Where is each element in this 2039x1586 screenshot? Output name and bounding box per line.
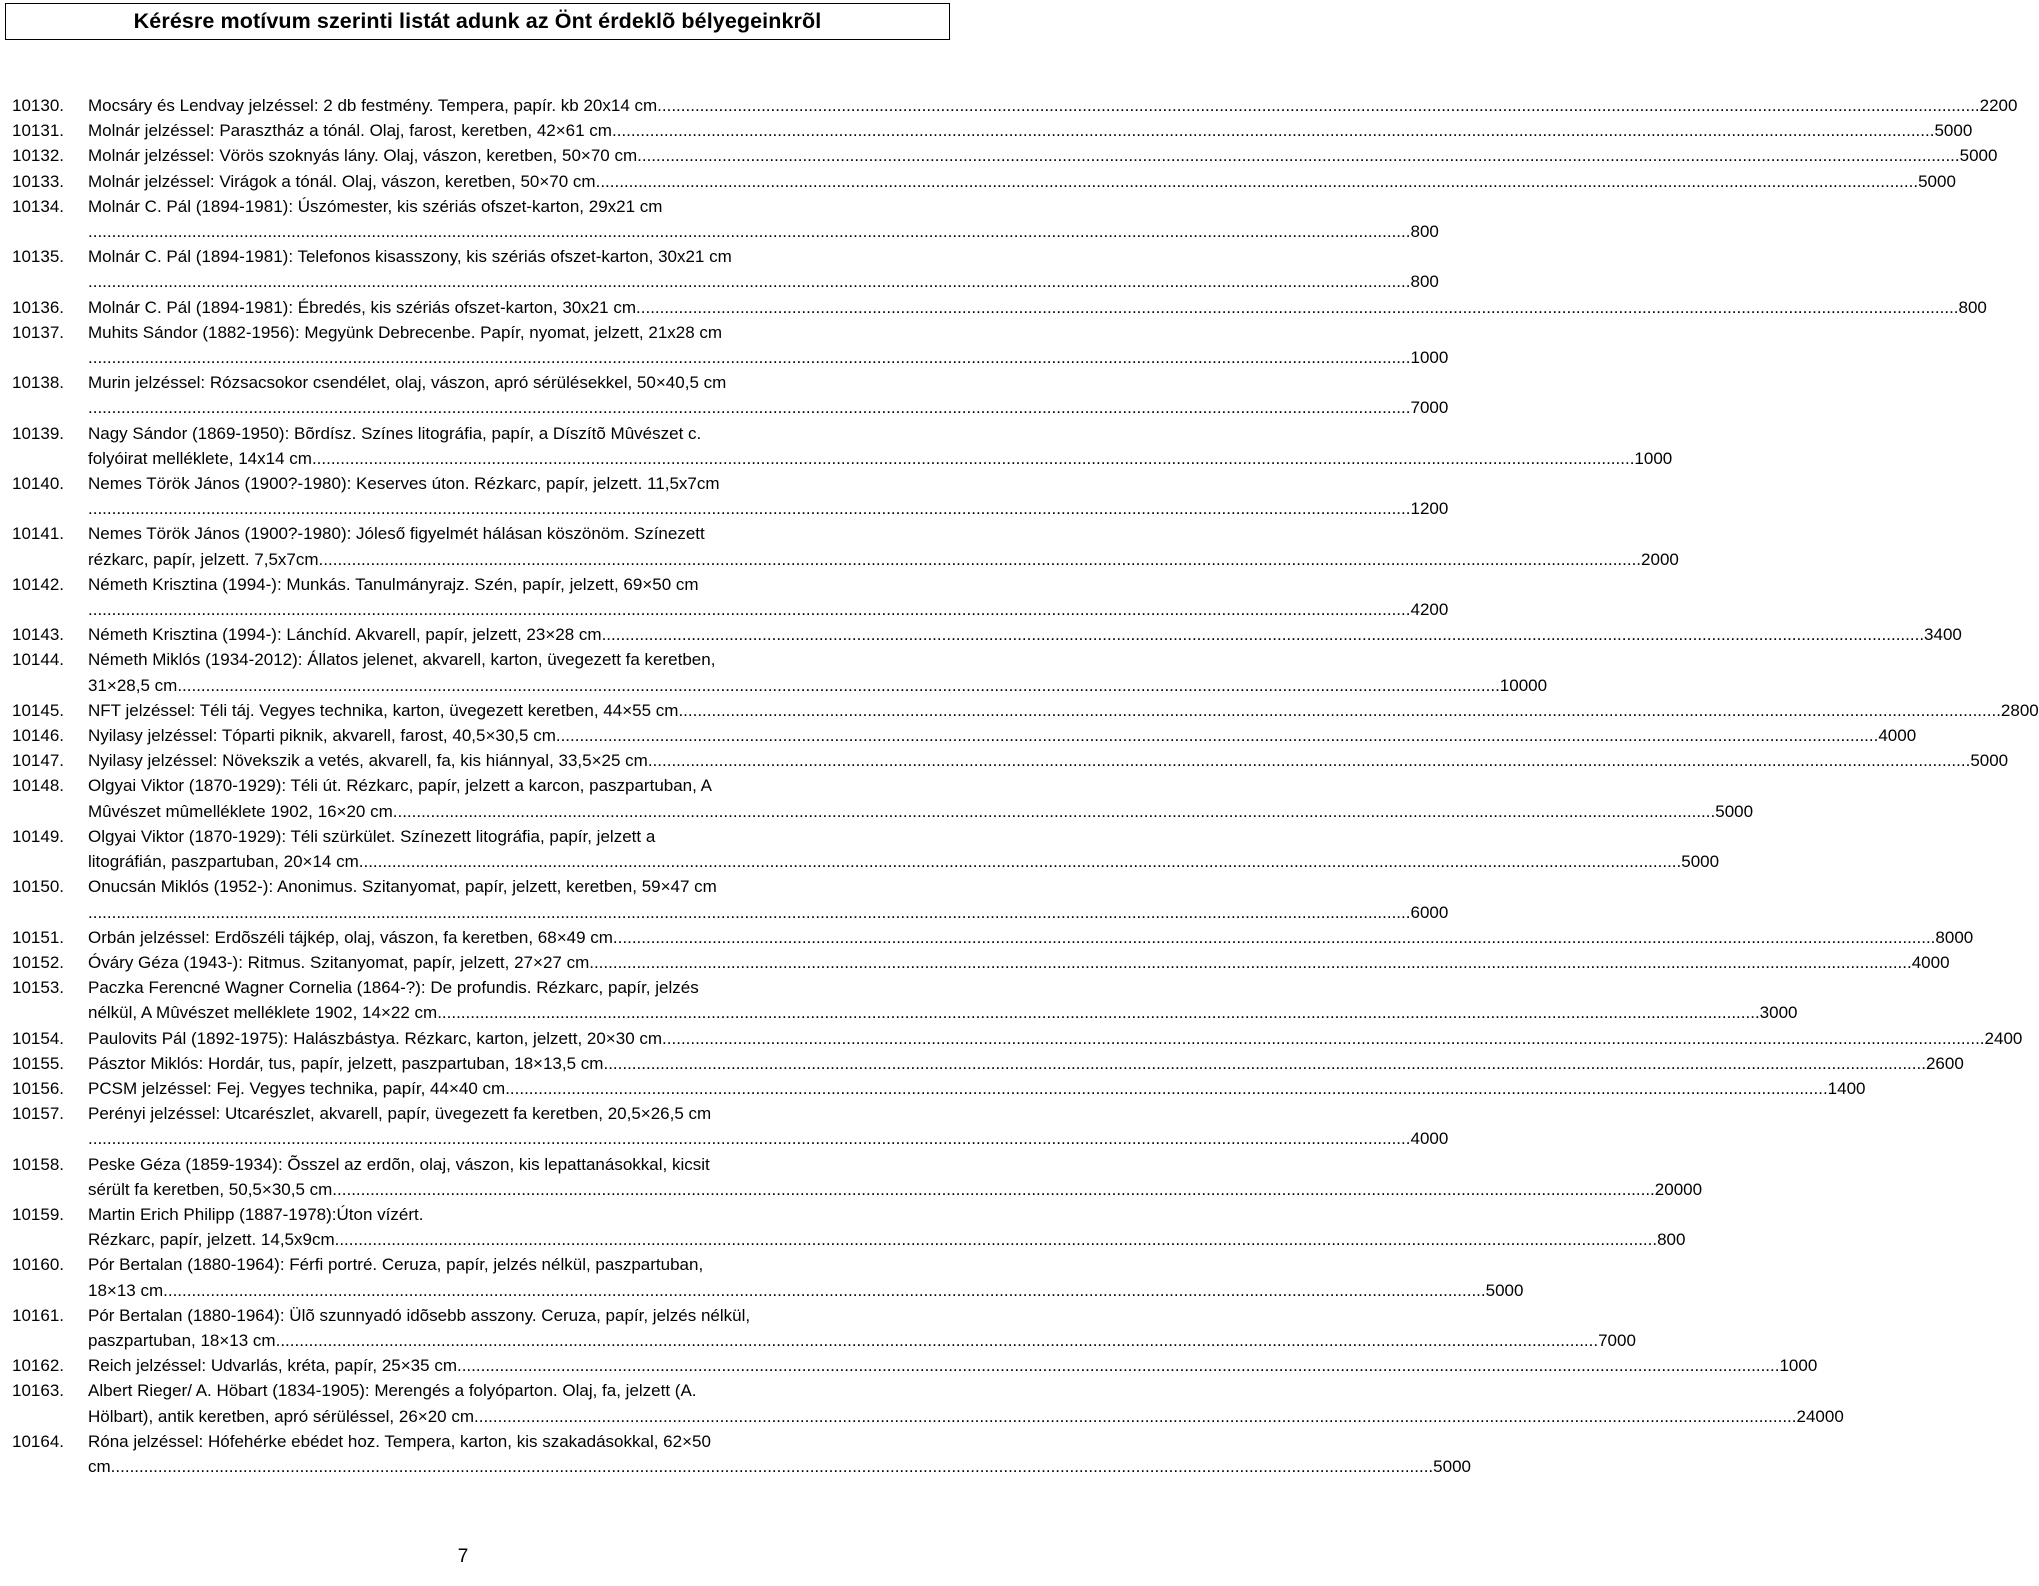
description-text: nélkül, A Mûvészet melléklete 1902, 14×22 cm	[88, 1003, 438, 1023]
price: 3400	[1924, 625, 1962, 645]
dot-leader	[657, 93, 1979, 118]
dot-leader	[88, 597, 1410, 622]
list-item	[12, 93, 2018, 118]
lot-description	[88, 93, 2017, 118]
description-text: Pór Bertalan (1880-1964): Férfi portré. Ceruza, papír, jelzés nélkül, paszpartuban,	[88, 1255, 704, 1275]
list-item	[12, 244, 1439, 294]
header-title-box	[5, 3, 950, 40]
price: 1000	[1634, 448, 1673, 468]
description-text: Olgyai Viktor (1870-1929): Téli szürkület. Színezett litográfia, papír, jelzett a	[88, 826, 656, 846]
price: 24000	[1796, 1406, 1844, 1426]
description-line	[88, 244, 1439, 269]
dot-leader	[359, 849, 1681, 874]
description-text: Molnár jelzéssel: Vörös szoknyás lány. Olaj, vászon, keretben, 50×70 cm	[88, 146, 638, 166]
dot-leader	[88, 1126, 1410, 1151]
dot-leader	[276, 1328, 1598, 1353]
lot-description	[88, 622, 1962, 647]
dot-leader	[602, 622, 1924, 647]
description-line	[88, 1429, 1471, 1454]
lot-description	[88, 1152, 1702, 1202]
description-text: Rézkarc, papír, jelzett. 14,5x9cm	[88, 1230, 335, 1250]
description-line	[88, 824, 1719, 849]
lot-description	[88, 698, 2039, 723]
lot-description	[88, 295, 1987, 320]
description-line	[88, 597, 1448, 622]
description-line	[88, 395, 1448, 420]
description-line	[88, 547, 1679, 572]
description-text: Albert Rieger/ A. Höbart (1834-1905): Merengés a folyóparton. Olaj, fa, jelzett (A.	[88, 1381, 697, 1401]
description-text: Németh Krisztina (1994-): Lánchíd. Akvarell, papír, jelzett, 23×28 cm	[88, 625, 602, 645]
description-line	[88, 269, 1439, 294]
lot-number: 10156.	[12, 1078, 64, 1098]
description-line	[88, 345, 1448, 370]
lot-number: 10134.	[12, 196, 64, 216]
description-text: Nyilasy jelzéssel: Tóparti piknik, akvarell, farost, 40,5×30,5 cm	[88, 726, 556, 746]
list-item	[12, 1101, 1449, 1151]
price: 7000	[1410, 398, 1449, 418]
description-line	[88, 1303, 1636, 1328]
lot-description	[88, 421, 1672, 471]
lot-number: 10144.	[12, 650, 64, 670]
price: 5000	[1681, 852, 1720, 872]
lot-number: 10151.	[12, 927, 64, 947]
description-text: rézkarc, papír, jelzett. 7,5x7cm	[88, 549, 319, 569]
lot-description	[88, 647, 1547, 697]
description-line	[88, 874, 1448, 899]
description-line	[88, 1026, 2022, 1051]
dot-leader	[111, 1454, 1433, 1479]
price: 5000	[1959, 146, 1998, 166]
list-item	[12, 169, 1956, 194]
list-item	[12, 975, 1798, 1025]
list-item	[12, 572, 1449, 622]
description-line	[88, 773, 1753, 798]
description-text: Mocsáry és Lendvay jelzéssel: 2 db festmény. Tempera, papír. kb 20x14 cm	[88, 96, 658, 115]
description-line	[88, 1076, 1866, 1101]
description-text: 31×28,5 cm	[88, 675, 178, 695]
lot-number: 10147.	[12, 751, 64, 771]
description-text: Onucsán Miklós (1952-): Anonimus. Szitanyomat, papír, jelzett, keretben, 59×47 cm	[88, 877, 717, 897]
lot-number: 10164.	[12, 1431, 64, 1451]
description-text: Perényi jelzéssel: Utcarészlet, akvarell, papír, üvegezett fa keretben, 20,5×26,5 cm	[88, 1104, 712, 1124]
lot-description	[88, 572, 1448, 622]
description-line	[88, 1454, 1471, 1479]
price: 1000	[1410, 348, 1449, 368]
price: 7000	[1598, 1330, 1636, 1350]
lot-number: 10130.	[12, 96, 64, 115]
lot-number: 10145.	[12, 700, 64, 720]
lot-list	[12, 93, 2039, 1479]
description-line	[88, 93, 2017, 118]
description-text: Róna jelzéssel: Hófehérke ebédet hoz. Tempera, karton, kis szakadásokkal, 62×50	[88, 1431, 711, 1451]
description-line	[88, 219, 1439, 244]
lot-description	[88, 471, 1448, 521]
lot-number: 10163.	[12, 1381, 64, 1401]
lot-description	[88, 925, 1973, 950]
dot-leader	[437, 1000, 1759, 1025]
lot-number: 10131.	[12, 121, 64, 141]
description-line	[88, 925, 1973, 950]
dot-leader	[505, 1076, 1827, 1101]
description-line	[88, 1278, 1523, 1303]
description-line	[88, 1152, 1702, 1177]
price: 2000	[1641, 549, 1679, 569]
description-text: Hölbart), antik keretben, apró sérüléssel, 26×20 cm	[88, 1406, 475, 1426]
lot-number: 10139.	[12, 423, 64, 443]
description-line	[88, 748, 2008, 773]
description-text: cm	[88, 1456, 111, 1476]
price: 5000	[1433, 1456, 1471, 1476]
price: 20000	[1654, 1179, 1703, 1199]
lot-number: 10149.	[12, 826, 64, 846]
description-text: Murin jelzéssel: Rózsacsokor csendélet, olaj, vászon, apró sérülésekkel, 50×40,5 cm	[88, 373, 727, 393]
description-text: PCSM jelzéssel: Fej. Vegyes technika, papír, 44×40 cm	[88, 1078, 506, 1098]
price: 5000	[1970, 751, 2009, 771]
dot-leader	[596, 169, 1918, 194]
page-title: Kérésre motívum szerinti listát adunk az Önt érdeklõ bélyegeinkrõl	[133, 9, 822, 33]
description-text: Nagy Sándor (1869-1950): Bõrdísz. Színes litográfia, papír, a Díszítõ Mûvészet c.	[88, 423, 702, 443]
description-text: Molnár C. Pál (1894-1981): Ébredés, kis szériás ofszet-karton, 30x21 cm	[88, 297, 637, 317]
description-line	[88, 1404, 1844, 1429]
list-item	[12, 950, 1950, 975]
dot-leader	[88, 395, 1410, 420]
description-text: 18×13 cm	[88, 1280, 164, 1300]
list-item	[12, 194, 1439, 244]
list-item	[12, 874, 1449, 924]
description-line	[88, 496, 1448, 521]
description-line	[88, 673, 1547, 698]
price: 10000	[1499, 675, 1548, 695]
price: 5000	[1715, 801, 1754, 821]
description-text: Nemes Török János (1900?-1980): Keserves úton. Rézkarc, papír, jelzett. 11,5x7cm	[88, 474, 720, 494]
lot-description	[88, 1202, 1685, 1252]
description-line	[88, 799, 1753, 824]
lot-description	[88, 244, 1439, 294]
lot-number: 10161.	[12, 1305, 64, 1325]
lot-description	[88, 1353, 1817, 1378]
list-item	[12, 1353, 1818, 1378]
description-text: Németh Krisztina (1994-): Munkás. Tanulmányrajz. Szén, papír, jelzett, 69×50 cm	[88, 574, 699, 594]
list-item	[12, 1378, 1844, 1428]
description-line	[88, 169, 1956, 194]
dot-leader	[612, 118, 1934, 143]
description-text: sérült fa keretben, 50,5×30,5 cm	[88, 1179, 333, 1199]
price: 5000	[1485, 1280, 1524, 1300]
dot-leader	[88, 219, 1410, 244]
description-line	[88, 1328, 1636, 1353]
description-text: Molnár C. Pál (1894-1981): Úszómester, kis szériás ofszet-karton, 29x21 cm	[88, 196, 663, 216]
lot-number: 10133.	[12, 171, 64, 191]
list-item	[12, 1202, 1686, 1252]
description-text: Molnár jelzéssel: Parasztház a tónál. Olaj, farost, keretben, 42×61 cm	[88, 121, 612, 141]
lot-description	[88, 748, 2008, 773]
price: 1400	[1827, 1078, 1866, 1098]
lot-number: 10132.	[12, 146, 64, 166]
description-line	[88, 295, 1987, 320]
description-text: Nemes Török János (1900?-1980): Jóleső figyelmét hálásan köszönöm. Színezett	[88, 524, 705, 544]
list-item	[12, 1026, 2023, 1051]
description-line	[88, 1177, 1702, 1202]
list-item	[12, 748, 2009, 773]
description-text: Pór Bertalan (1880-1964): Ülõ szunnyadó idõsebb asszony. Ceruza, papír, jelzés nélkül,	[88, 1305, 751, 1325]
price: 2800	[2000, 700, 2039, 720]
lot-description	[88, 370, 1448, 420]
price: 4000	[1878, 726, 1917, 746]
description-line	[88, 647, 1547, 672]
lot-description	[88, 1051, 1964, 1076]
dot-leader	[88, 269, 1410, 294]
price: 6000	[1410, 902, 1449, 922]
list-item	[12, 143, 1998, 168]
lot-number: 10159.	[12, 1204, 64, 1224]
page-number: 7	[457, 1546, 469, 1567]
description-text: NFT jelzéssel: Téli táj. Vegyes technika, karton, üvegezett keretben, 44×55 cm	[88, 700, 679, 720]
lot-description	[88, 118, 1972, 143]
price: 8000	[1935, 927, 1974, 947]
lot-number: 10150.	[12, 877, 64, 897]
dot-leader	[88, 900, 1410, 925]
lot-description	[88, 824, 1719, 874]
description-line	[88, 1202, 1685, 1227]
description-text: Orbán jelzéssel: Erdõszéli tájkép, olaj, vászon, fa keretben, 68×49 cm	[88, 927, 613, 947]
lot-number: 10138.	[12, 373, 64, 393]
lot-description	[88, 773, 1753, 823]
dot-leader	[648, 748, 1970, 773]
lot-number: 10148.	[12, 776, 64, 796]
lot-description	[88, 320, 1448, 370]
lot-number: 10155.	[12, 1053, 64, 1073]
description-line	[88, 521, 1679, 546]
lot-number: 10152.	[12, 952, 64, 972]
description-text: Molnár jelzéssel: Virágok a tónál. Olaj, vászon, keretben, 50×70 cm	[88, 171, 596, 191]
dot-leader	[589, 950, 1911, 975]
description-line	[88, 194, 1439, 219]
list-item	[12, 370, 1449, 420]
lot-description	[88, 521, 1679, 571]
description-line	[88, 320, 1448, 345]
lot-description	[88, 169, 1956, 194]
dot-leader	[637, 143, 1959, 168]
list-item	[12, 647, 1548, 697]
lot-number: 10162.	[12, 1356, 64, 1376]
price: 4200	[1410, 600, 1449, 620]
list-item	[12, 471, 1449, 521]
lot-number: 10142.	[12, 574, 64, 594]
list-item	[12, 1152, 1703, 1202]
lot-number: 10146.	[12, 726, 64, 746]
dot-leader	[636, 295, 1958, 320]
lot-number: 10141.	[12, 524, 64, 544]
lot-number: 10137.	[12, 322, 64, 342]
description-line	[88, 118, 1972, 143]
dot-leader	[88, 496, 1410, 521]
description-line	[88, 572, 1448, 597]
description-line	[88, 723, 1916, 748]
description-text: Muhits Sándor (1882-1956): Megyünk Debrecenbe. Papír, nyomat, jelzett, 21x28 cm	[88, 322, 723, 342]
description-line	[88, 143, 1997, 168]
lot-description	[88, 723, 1916, 748]
dot-leader	[88, 345, 1410, 370]
lot-number: 10143.	[12, 625, 64, 645]
dot-leader	[335, 1227, 1657, 1252]
lot-description	[88, 1378, 1844, 1428]
description-line	[88, 950, 1950, 975]
description-text: Molnár C. Pál (1894-1981): Telefonos kisasszony, kis szériás ofszet-karton, 30x21 cm	[88, 247, 732, 267]
description-text: Óváry Géza (1943-): Ritmus. Szitanyomat, papír, jelzett, 27×27 cm	[88, 952, 590, 972]
description-line	[88, 1227, 1685, 1252]
description-line	[88, 900, 1448, 925]
lot-description	[88, 1303, 1636, 1353]
dot-leader	[163, 1278, 1485, 1303]
description-line	[88, 622, 1962, 647]
dot-leader	[603, 1051, 1925, 1076]
list-item	[12, 295, 1987, 320]
lot-description	[88, 1026, 2022, 1051]
lot-number: 10160.	[12, 1255, 64, 1275]
lot-description	[88, 194, 1439, 244]
dot-leader	[613, 925, 1935, 950]
description-line	[88, 1051, 1964, 1076]
description-line	[88, 1353, 1817, 1378]
description-text: litográfián, paszpartuban, 20×14 cm	[88, 852, 359, 872]
description-line	[88, 1252, 1523, 1277]
description-line	[88, 370, 1448, 395]
price: 2600	[1925, 1053, 1964, 1073]
price: 1000	[1779, 1356, 1818, 1376]
description-text: Olgyai Viktor (1870-1929): Téli út. Rézkarc, papír, jelzett a karcon, paszpartuban, A	[88, 776, 712, 796]
dot-leader	[678, 698, 2000, 723]
lot-number: 10135.	[12, 247, 64, 267]
dot-leader	[332, 1177, 1654, 1202]
description-text: Peske Géza (1859-1934): Õsszel az erdõn, olaj, vászon, kis lepattanásokkal, kicsit	[88, 1154, 710, 1174]
dot-leader	[556, 723, 1878, 748]
description-text: Martin Erich Philipp (1887-1978):Úton vízért.	[88, 1204, 424, 1224]
description-text: Reich jelzéssel: Udvarlás, kréta, papír, 25×35 cm	[88, 1356, 457, 1376]
lot-description	[88, 1252, 1523, 1302]
description-line	[88, 1378, 1844, 1403]
price: 1200	[1410, 499, 1449, 519]
lot-description	[88, 975, 1798, 1025]
lot-number: 10154.	[12, 1028, 64, 1048]
list-item	[12, 773, 1754, 823]
price: 800	[1657, 1230, 1686, 1250]
description-text: paszpartuban, 18×13 cm	[88, 1330, 276, 1350]
list-item	[12, 622, 1962, 647]
lot-number: 10158.	[12, 1154, 64, 1174]
list-item	[12, 421, 1673, 471]
lot-description	[88, 1429, 1471, 1479]
list-item	[12, 521, 1679, 571]
dot-leader	[393, 799, 1715, 824]
dot-leader	[319, 547, 1641, 572]
price: 3000	[1759, 1003, 1798, 1023]
list-item	[12, 723, 1917, 748]
description-line	[88, 1101, 1448, 1126]
lot-description	[88, 1076, 1866, 1101]
description-line	[88, 421, 1672, 446]
price: 800	[1958, 297, 1987, 317]
list-item	[12, 320, 1449, 370]
description-line	[88, 471, 1448, 496]
list-item	[12, 1076, 1866, 1101]
price: 4000	[1410, 1129, 1449, 1149]
lot-number: 10153.	[12, 978, 64, 998]
description-line	[88, 1000, 1798, 1025]
lot-number: 10157.	[12, 1104, 64, 1124]
dot-leader	[474, 1404, 1796, 1429]
description-text: Nyilasy jelzéssel: Növekszik a vetés, akvarell, fa, kis hiánnyal, 33,5×25 cm	[88, 751, 648, 771]
dot-leader	[662, 1026, 1984, 1051]
lot-description	[88, 874, 1448, 924]
lot-description	[88, 1101, 1448, 1151]
dot-leader	[177, 673, 1499, 698]
description-text: folyóirat melléklete, 14x14 cm	[88, 448, 312, 468]
list-item	[12, 118, 1973, 143]
description-text: Pásztor Miklós: Hordár, tus, papír, jelzett, paszpartuban, 18×13,5 cm	[88, 1053, 604, 1073]
list-item	[12, 925, 1974, 950]
description-line	[88, 975, 1798, 1000]
list-item	[12, 1252, 1524, 1302]
list-item	[12, 698, 2039, 723]
list-item	[12, 1303, 1636, 1353]
list-item	[12, 1051, 1964, 1076]
lot-description	[88, 950, 1950, 975]
price: 800	[1410, 272, 1439, 292]
description-text: Németh Miklós (1934-2012): Állatos jelenet, akvarell, karton, üvegezett fa keretben,	[88, 650, 716, 670]
description-line	[88, 698, 2039, 723]
description-line	[88, 446, 1672, 471]
description-line	[88, 1126, 1448, 1151]
description-text: Mûvészet mûmelléklete 1902, 16×20 cm	[88, 801, 393, 821]
lot-number: 10140.	[12, 474, 64, 494]
price: 800	[1410, 222, 1439, 242]
price: 5000	[1934, 121, 1973, 141]
list-item	[12, 824, 1720, 874]
lot-number: 10136.	[12, 297, 64, 317]
price: 2400	[1984, 1028, 2023, 1048]
description-line	[88, 849, 1719, 874]
price: 4000	[1911, 952, 1950, 972]
description-text: Paulovits Pál (1892-1975): Halászbástya. Rézkarc, karton, jelzett, 20×30 cm	[88, 1028, 663, 1048]
list-item	[12, 1429, 1471, 1479]
price: 5000	[1918, 171, 1956, 191]
lot-description	[88, 143, 1997, 168]
price: 2200	[1979, 96, 2018, 115]
description-text: Paczka Ferencné Wagner Cornelia (1864-?): De profundis. Rézkarc, papír, jelzés	[88, 978, 699, 998]
dot-leader	[312, 446, 1634, 471]
dot-leader	[457, 1353, 1779, 1378]
